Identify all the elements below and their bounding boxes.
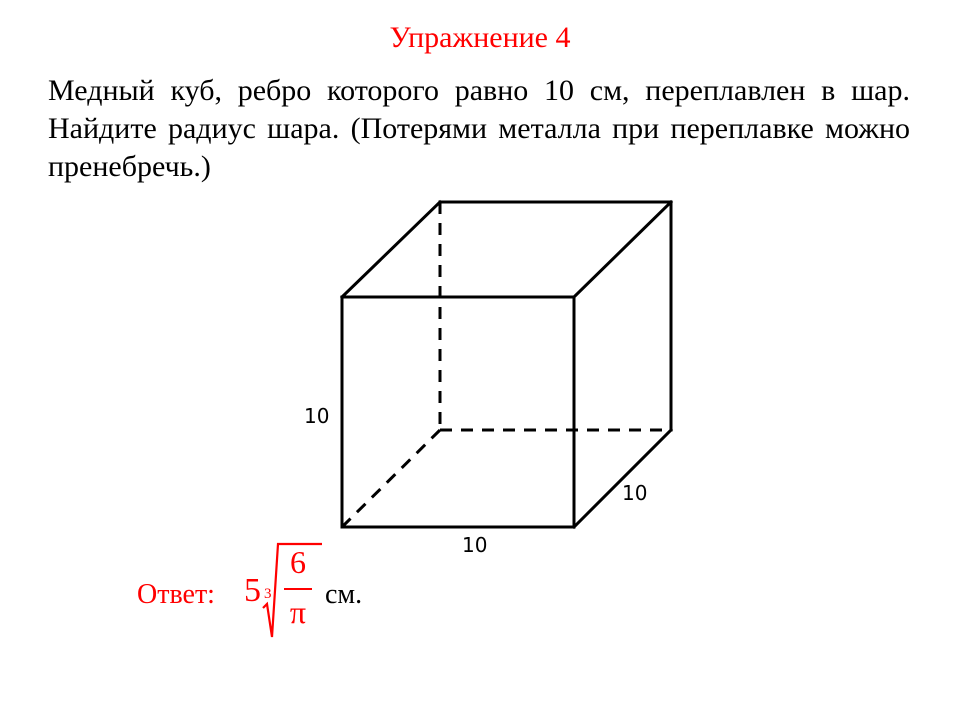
edge-label-vertical: 10	[304, 404, 330, 428]
fraction-numerator: 6	[290, 544, 306, 580]
cube-edge-top-right	[574, 202, 671, 297]
edge-label-bottom: 10	[462, 533, 488, 557]
edge-label-depth: 10	[622, 481, 648, 505]
radical-sign	[238, 540, 328, 640]
answer-label: Ответ:	[137, 579, 215, 610]
answer-coefficient: 5	[244, 572, 261, 609]
cube-edge-top-left	[342, 202, 440, 297]
root-index: 3	[264, 586, 272, 602]
slide-title: Упражнение 4	[389, 21, 571, 54]
problem-text: Медный куб, ребро которого равно 10 см, переплавлен в шар. Найдите радиус шара. (Потерями металла при переплавке можно пренебречь.)	[48, 74, 910, 183]
fraction-denominator: π	[289, 594, 307, 630]
cube-hidden-edge-bottom-left	[342, 430, 440, 527]
answer-unit: см.	[325, 579, 363, 610]
cube-edge-bottom-right	[574, 430, 671, 527]
